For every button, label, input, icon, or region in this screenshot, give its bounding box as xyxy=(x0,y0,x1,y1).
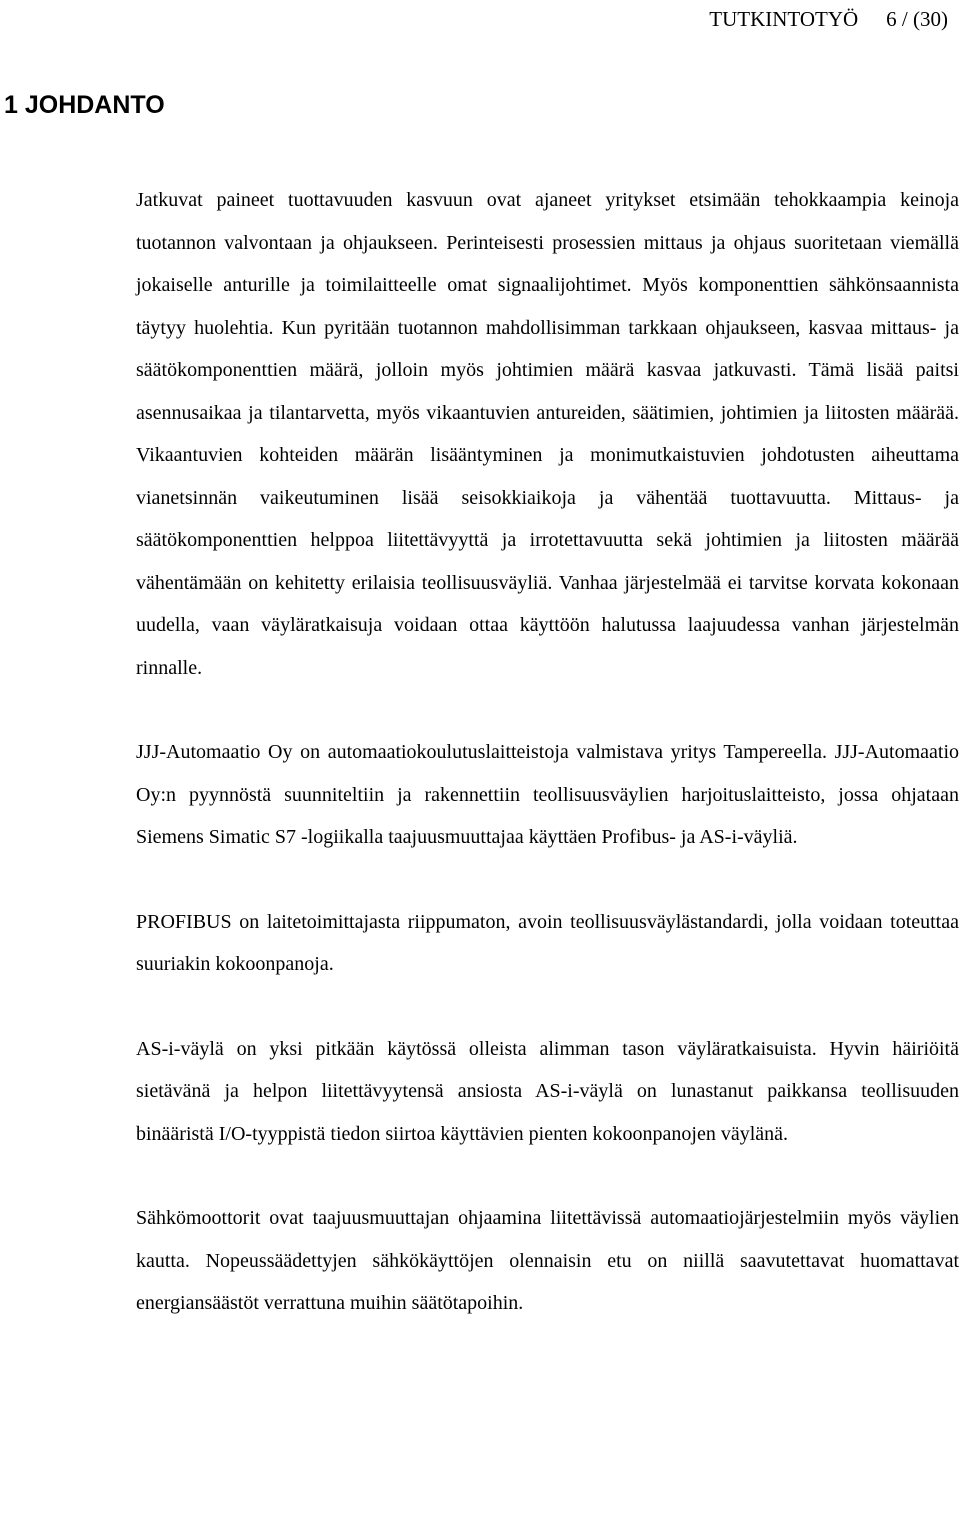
chapter-heading: 1 JOHDANTO xyxy=(4,91,165,119)
paragraph-as-i: AS-i-väylä on yksi pitkään käytössä olleista alimman tason väyläratkaisuista. Hyvin häiriöitä sietävänä ja helpon liitettävyytensä ansiosta AS-i-väylä on lunastanut paikkansa teollisuuden binääristä I/O-tyyppistä tiedon siirtoa käyttävien pienten kokoonpanojen väylänä. xyxy=(136,1037,959,1145)
paragraph-profibus: PROFIBUS on laitetoimittajasta riippumaton, avoin teollisuusväylästandardi, jolla voidaan toteuttaa suuriakin kokoonpanoja. xyxy=(136,910,959,975)
paragraph-motors: Sähkömoottorit ovat taajuusmuuttajan ohjaamina liitettävissä automaatiojärjestelmiin myös väylien kautta. Nopeussäädettyjen sähkökäyttöjen olennaisin etu on niillä saavutettavat huomattavat energiansäästöt verrattuna muihin säätötapoihin. xyxy=(136,1207,959,1314)
page-number: 6 / (30) xyxy=(886,7,948,31)
paragraph-company: JJJ-Automaatio Oy on automaatiokoulutuslaitteistoja valmistava yritys Tampereella. JJJ-Automaatio Oy:n pyynnöstä suunniteltiin ja rakennettiin teollisuusväylien harjoituslaitteisto, jossa ohjataan Siemens Simatic S7 -logiikalla taajuusmuuttajaa käyttäen Profibus- ja AS-i-väyliä. xyxy=(136,741,959,848)
body-text xyxy=(136,179,959,1325)
document-type-label: TUTKINTOTYÖ xyxy=(709,7,859,31)
paragraph-intro: Jatkuvat paineet tuottavuuden kasvuun ovat ajaneet yritykset etsimään tehokkaampia keinoja tuotannon valvontaan ja ohjaukseen. Perinteisesti prosessien mittaus ja ohjaus suoritetaan viemällä jokaiselle anturille ja toimilaitteelle omat signaalijohtimet. Myös komponenttien sähkönsaannista täytyy huolehtia. Kun pyritään tuotannon mahdollisimman tarkkaan ohjaukseen, kasvaa mittaus- ja säätökomponenttien määrä, jolloin myös johtimien määrä kasvaa jatkuvasti. Tämä lisää paitsi asennusaikaa ja tilantarvetta, myös vikaantuvien antureiden, säätimien, johtimien ja liitosten määrää. Vikaantuvien kohteiden määrän lisääntyminen ja monimutkaistuvien johdotusten aiheuttama vianetsinnän vaikeutuminen lisää seisokkiaikoja ja vähentää tuottavuutta. Mittaus- ja säätökomponenttien helppoa liitettävyyttä ja irrotettavuutta sekä johtimien ja liitosten määrää vähentämään on kehitetty erilaisia teollisuusväyliä. Vanhaa järjestelmää ei tarvitse korvata kokonaan uudella, vaan väyläratkaisuja voidaan ottaa käyttöön halutussa laajuudessa vanhan järjestelmän rinnalle. xyxy=(136,189,959,679)
page-header xyxy=(709,4,948,34)
